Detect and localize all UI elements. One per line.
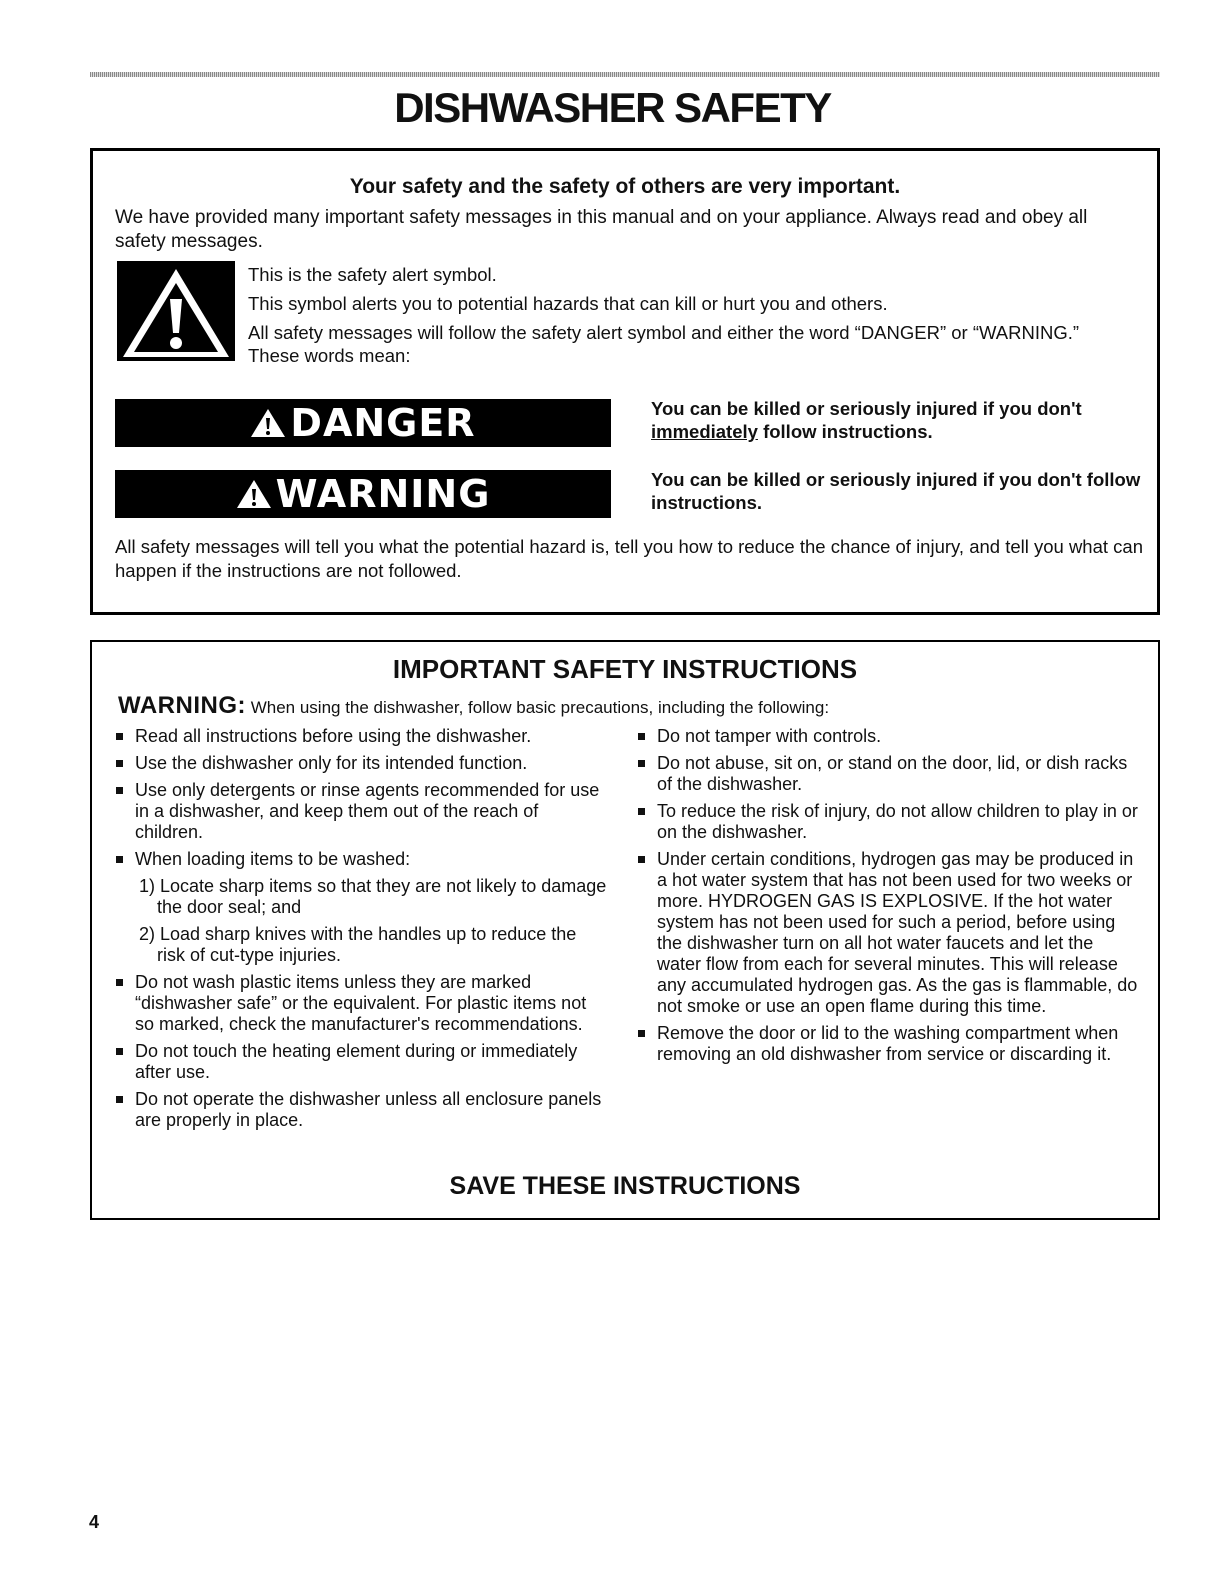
list-item-text: To reduce the risk of injury, do not allow children to play in or on the dishwasher. <box>657 801 1138 842</box>
danger-label: DANGER <box>290 401 476 445</box>
safety-box-intro: We have provided many important safety messages in this manual and on your appliance. Always read and obey all safety messages. <box>115 207 1088 252</box>
sub-item: 2) Load sharp knives with the handles up to reduce the risk of cut-type injuries. <box>139 924 577 965</box>
list-item-text: Use the dishwasher only for its intended function. <box>135 753 528 773</box>
danger-meaning <box>651 397 1141 443</box>
warning-word: WARNING: <box>118 692 246 719</box>
top-rule <box>90 72 1160 77</box>
symbol-line: All safety messages will follow the safety alert symbol and either the word “DANGER” or “WARNING.” These words mean: <box>248 322 1080 366</box>
page-number: 4 <box>89 1512 100 1532</box>
safety-box-outro: All safety messages will tell you what the potential hazard is, tell you how to reduce the chance of injury, and tell you what can happen if the instructions are not followed. <box>115 536 1143 581</box>
bullet-icon <box>638 760 645 767</box>
danger-text-start: You can be killed or seriously injured if you don't <box>651 398 1082 419</box>
list-item <box>116 726 608 747</box>
list-item <box>638 849 1138 1017</box>
instructions-heading: IMPORTANT SAFETY INSTRUCTIONS <box>392 654 858 684</box>
warning-sentence: When using the dishwasher, follow basic precautions, including the following: <box>245 698 830 717</box>
danger-signal-bar <box>115 399 611 447</box>
list-item <box>638 1023 1138 1065</box>
symbol-line: This symbol alerts you to potential hazards that can kill or hurt you and others. <box>248 293 888 314</box>
list-item <box>638 753 1138 795</box>
bullet-icon <box>116 1096 123 1103</box>
warning-signal-bar <box>115 470 611 518</box>
sub-item: 1) Locate sharp items so that they are not likely to damage the door seal; and <box>139 876 607 917</box>
bullet-icon <box>638 856 645 863</box>
safety-alert-symbol-icon <box>117 261 235 361</box>
bullet-icon <box>116 856 123 863</box>
list-item-text: Read all instructions before using the dishwasher. <box>135 726 532 746</box>
safety-box-heading: Your safety and the safety of others are very important. <box>349 175 901 198</box>
list-item-text: Do not wash plastic items unless they are marked “dishwasher safe” or the equivalent. For plastic items not so marked, check the manufacturer's recommendations. <box>135 972 587 1034</box>
warning-label: WARNING <box>275 472 491 516</box>
symbol-line: This is the safety alert symbol. <box>248 264 497 285</box>
bullet-icon <box>116 760 123 767</box>
warning-triangle-icon <box>250 407 286 439</box>
warning-triangle-icon <box>236 478 272 510</box>
list-item <box>116 1041 608 1083</box>
list-item <box>116 1089 608 1131</box>
instructions-left-column <box>116 726 608 1137</box>
list-item-text: Do not operate the dishwasher unless all enclosure panels are properly in place. <box>135 1089 602 1130</box>
bullet-icon <box>116 1048 123 1055</box>
page-title: DISHWASHER SAFETY <box>394 84 831 131</box>
list-item-text: Do not abuse, sit on, or stand on the door, lid, or dish racks of the dishwasher. <box>657 753 1128 794</box>
list-item-text: Remove the door or lid to the washing compartment when removing an old dishwasher from service or discarding it. <box>657 1023 1119 1064</box>
danger-text-emphasis: immediately <box>651 421 758 442</box>
instructions-right-column <box>638 726 1138 1071</box>
danger-text-end: follow instructions. <box>757 421 933 442</box>
list-item-text: Do not touch the heating element during or immediately after use. <box>135 1041 578 1082</box>
instructions-warning <box>118 692 1138 722</box>
bullet-icon <box>638 808 645 815</box>
list-item <box>116 849 608 870</box>
list-item <box>116 972 608 1035</box>
warning-meaning: You can be killed or seriously injured if you don't follow instructions. <box>651 469 1141 513</box>
bullet-icon <box>116 733 123 740</box>
safety-box <box>90 148 1160 615</box>
safety-symbol-explanation <box>248 263 1128 373</box>
list-item-text: Do not tamper with controls. <box>657 726 882 746</box>
list-item-text: Under certain conditions, hydrogen gas may be produced in a hot water system that has not been used for two weeks or more. HYDROGEN GAS IS EXPLOSIVE. If the hot water system has not been used for such a period, before using the dishwasher turn on all hot water faucets and let the water flow from each for several minutes. This will release any accumulated hydrogen gas. As the gas is flammable, do not smoke or use an open flame during this time. <box>657 849 1138 1016</box>
list-item-text: When loading items to be washed: <box>135 849 411 869</box>
bullet-icon <box>638 1030 645 1037</box>
list-item <box>638 726 1138 747</box>
list-item <box>638 801 1138 843</box>
bullet-icon <box>116 979 123 986</box>
list-item <box>116 780 608 843</box>
save-instructions-footer: SAVE THESE INSTRUCTIONS <box>449 1172 801 1200</box>
bullet-icon <box>116 787 123 794</box>
list-item-text: Use only detergents or rinse agents recommended for use in a dishwasher, and keep them out of the reach of children. <box>135 780 600 842</box>
instructions-box <box>90 640 1160 1220</box>
list-item <box>116 753 608 774</box>
bullet-icon <box>638 733 645 740</box>
